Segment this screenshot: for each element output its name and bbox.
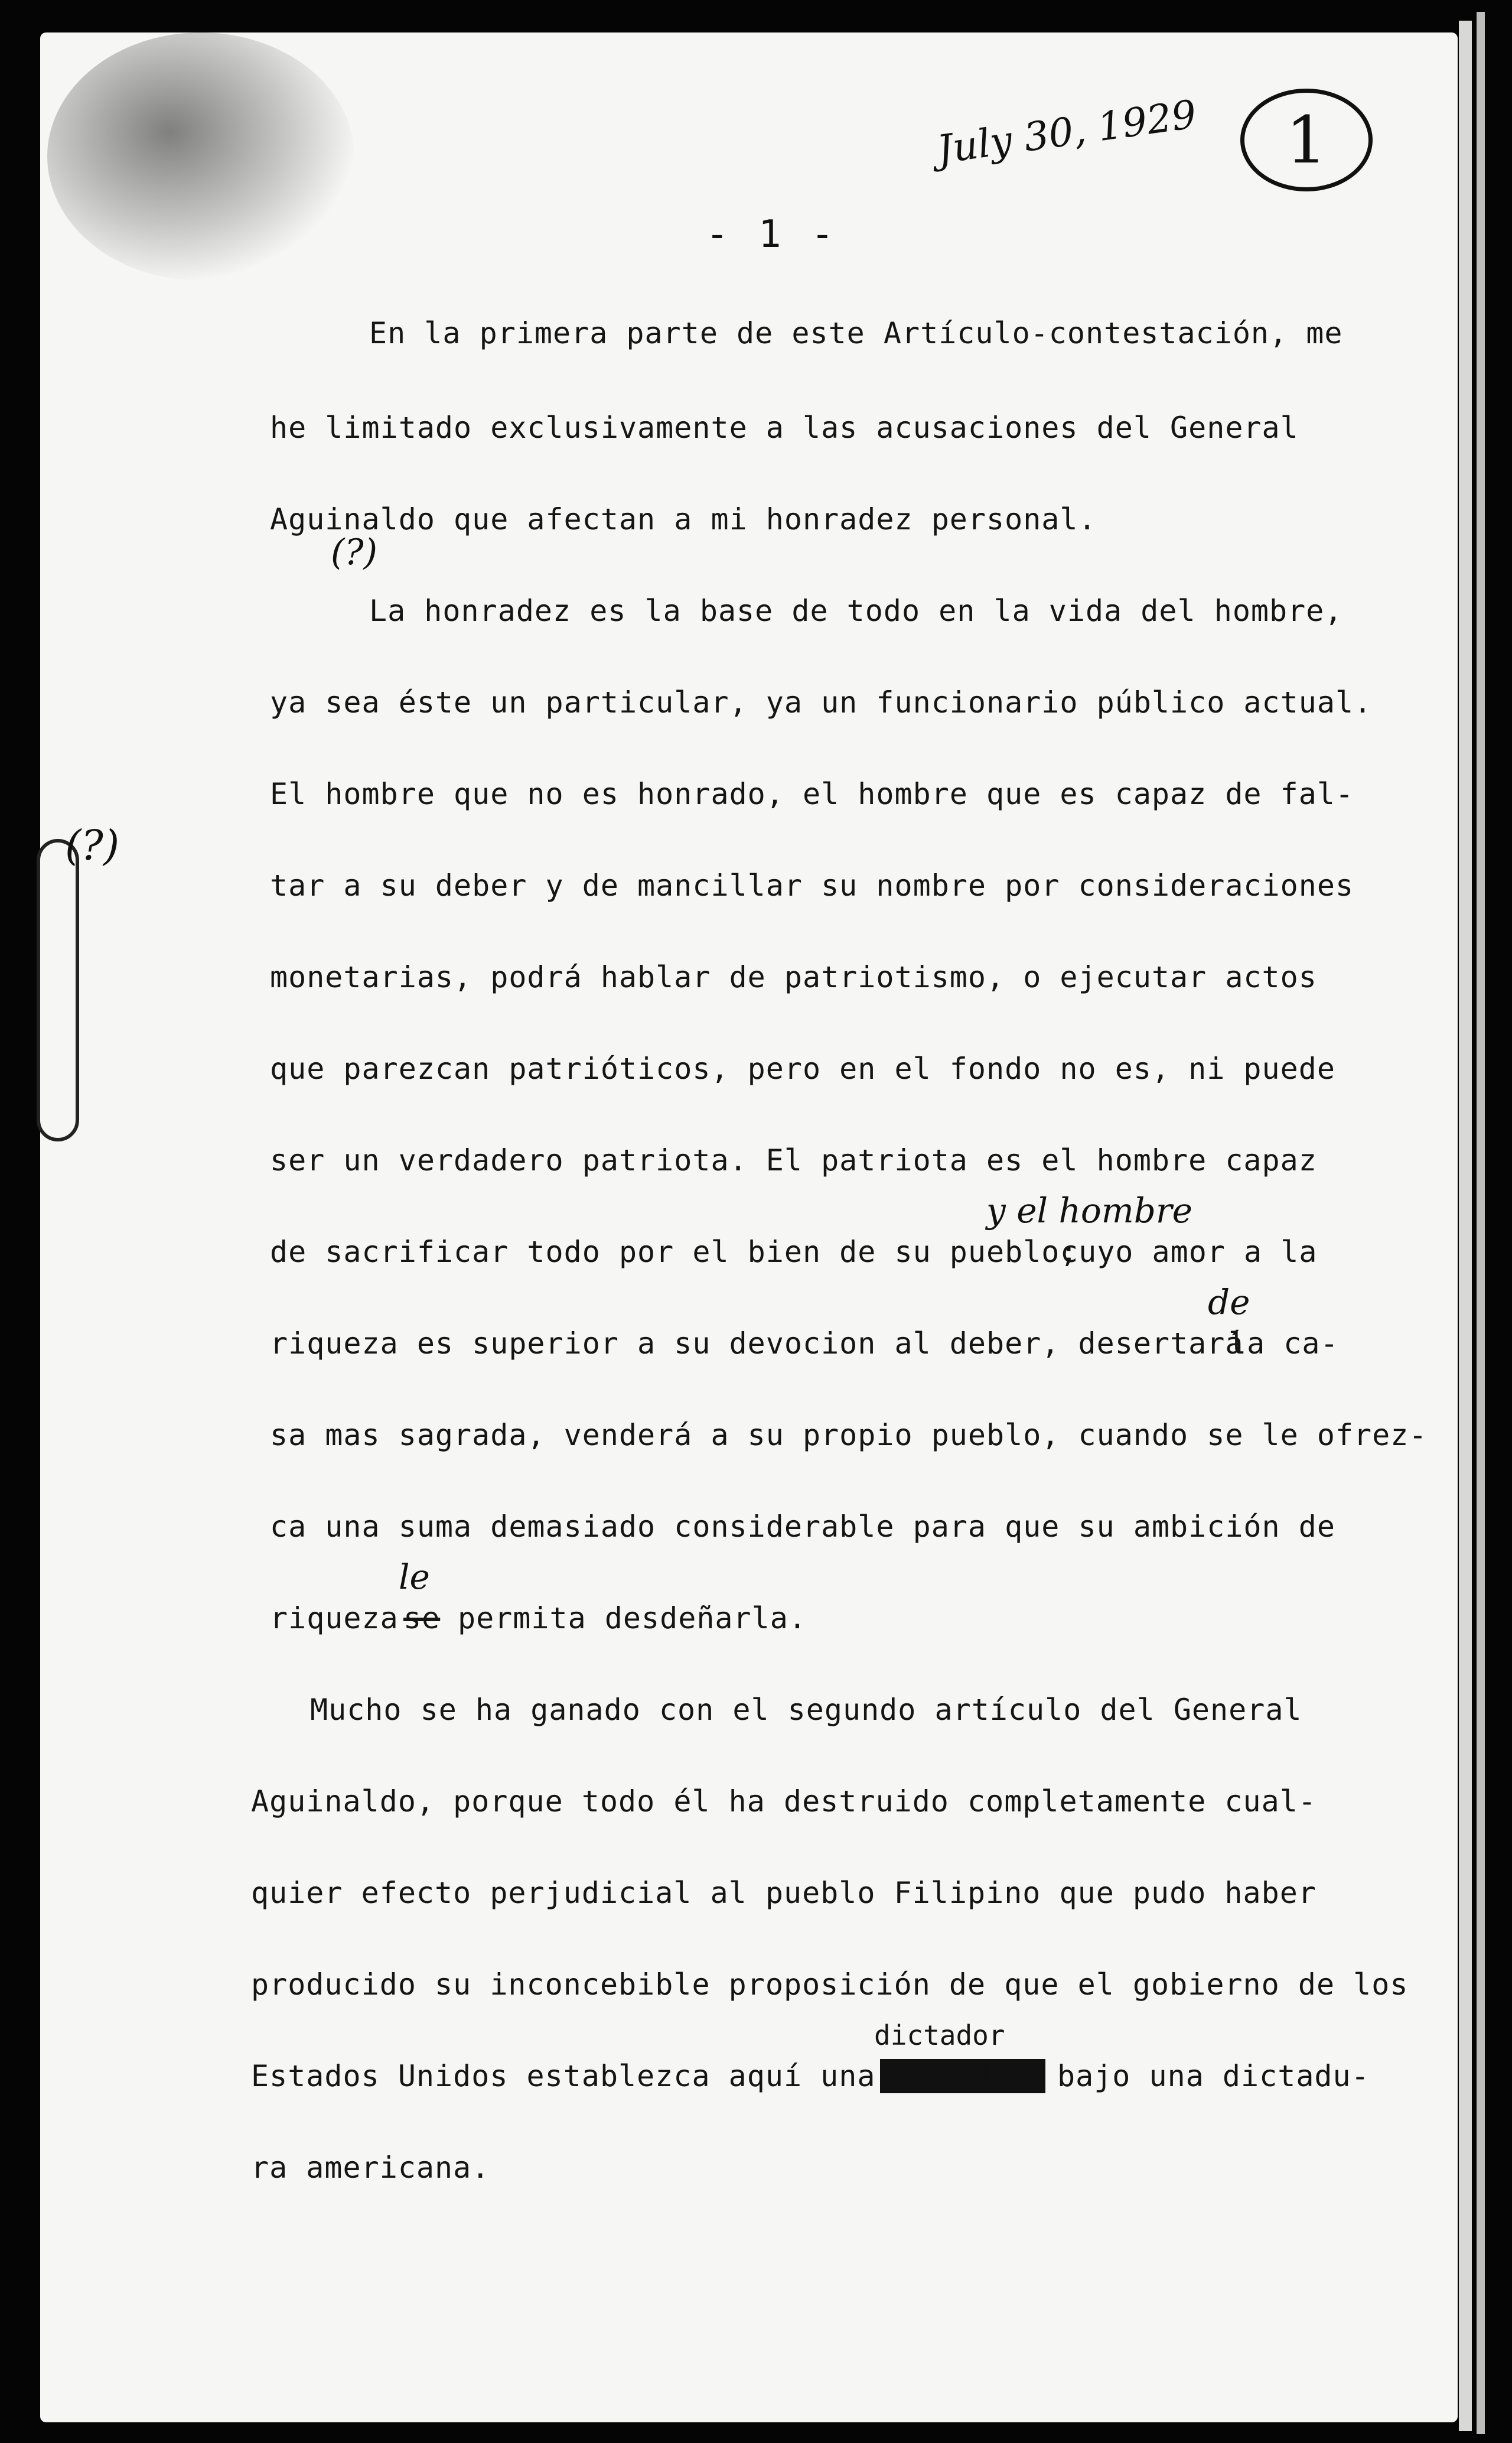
margin-mark-left: (?)	[65, 821, 120, 870]
text-line: tar a su deber y de mancillar su nombre por consideraciones	[270, 868, 1354, 903]
text-line: El hombre que no es honrado, el hombre que es capaz de fal-	[270, 777, 1354, 811]
text-line: de sacrificar todo por el bien de su pueblo;	[270, 1235, 1078, 1269]
text-line: la ca-	[1228, 1326, 1339, 1361]
page-number: - 1 -	[706, 213, 838, 256]
text-line: ser un verdadero patriota. El patriota es el hombre capaz	[270, 1143, 1317, 1177]
text-line: Aguinaldo que afectan a mi honradez personal.	[270, 502, 1097, 536]
text-line: riqueza	[270, 1601, 399, 1635]
text-line: monetarias, podrá hablar de patriotismo, o ejecutar actos	[270, 960, 1317, 994]
text-line: riqueza es superior a su devocion al deber, desertará	[270, 1326, 1244, 1361]
text-line: bajo una dictadu-	[1057, 2059, 1370, 2093]
text-line: Estados Unidos establezca aquí una	[251, 2059, 876, 2093]
typed-insert: dictador	[874, 2019, 1005, 2051]
text-line: ca una suma demasiado considerable para que su ambición de	[270, 1510, 1335, 1544]
text-line: sa mas sagrada, venderá a su propio pueblo, cuando se le ofrez-	[270, 1418, 1428, 1452]
text-line: Mucho se ha ganado con el segundo artículo del General	[310, 1693, 1302, 1727]
text-line: he limitado exclusivamente a las acusaciones del General	[270, 411, 1299, 445]
text-line: En la primera parte de este Artículo-contestación, me	[369, 316, 1343, 350]
struck-word: se	[403, 1601, 441, 1635]
handwritten-insert: le	[399, 1557, 430, 1597]
text-line: permita desdeñarla.	[458, 1601, 807, 1635]
text-line: Aguinaldo, porque todo él ha destruido completamente cual-	[251, 1784, 1317, 1819]
margin-mark-top: (?)	[331, 532, 377, 573]
handwritten-date: July 30, 1929	[934, 91, 1200, 173]
handwritten-insert: y el hombre	[986, 1190, 1192, 1231]
text-line: ra americana.	[251, 2151, 490, 2185]
handwritten-insert: de	[1208, 1282, 1250, 1322]
text-line: que parezcan patrióticos, pero en el fondo no es, ni puede	[270, 1052, 1335, 1086]
text-line: cuyo amor a la	[1060, 1235, 1318, 1269]
circled-page-number: 1	[1240, 89, 1373, 191]
crossed-out-word: dictadura	[880, 2059, 1045, 2093]
text-line: quier efecto perjudicial al pueblo Filipino que pudo haber	[251, 1876, 1317, 1910]
text-line: ya sea éste un particular, ya un funcionario público actual.	[270, 685, 1373, 720]
text-line: La honradez es la base de todo en la vida del hombre,	[369, 594, 1343, 628]
text-line: producido su inconcebible proposición de que el gobierno de los	[251, 1967, 1409, 2002]
